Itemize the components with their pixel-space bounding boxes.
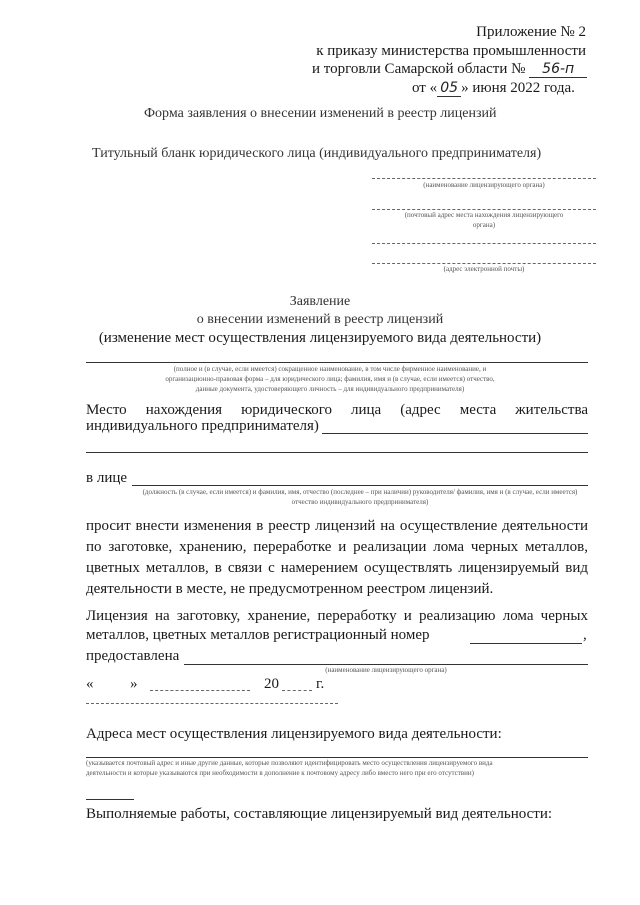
appendix-ministry-line xyxy=(312,61,587,78)
date-suffix: » июня 2022 года. xyxy=(461,80,575,96)
representative-caption-1: (должность (в случае, если имеется) и фамилия, имя, отчество (последнее – при наличии) руководителя/ фамилия, имя и (в случае, если имеется) xyxy=(142,488,578,496)
license-caption: (наименование лицензирующего органа) xyxy=(325,666,447,674)
statement-subtitle: о внесении изменений в реестр лицензий xyxy=(196,312,444,327)
addresses-fill-line xyxy=(86,757,588,758)
license-year-line xyxy=(282,690,312,691)
addressee-caption-2a: (почтовый адрес места нахождения лицензирующего xyxy=(404,211,564,219)
applicant-caption-2: организационно-правовая форма – для юридического лица; фамилия, имя и (в случае, если имеется) отчество, xyxy=(165,375,495,383)
date-prefix: от « xyxy=(412,80,438,96)
representative-fill-line xyxy=(132,485,588,486)
request-paragraph xyxy=(86,516,588,600)
addresses-caption-1: (указывается почтовый адрес и иные другие данные, которые позволяют идентифицировать место осуществления лицензируемого вида xyxy=(86,759,493,767)
license-date-underline xyxy=(86,703,338,704)
addressee-caption-3: (адрес электронной почты) xyxy=(443,265,525,273)
location-line-2: индивидуального предпринимателя) xyxy=(86,418,319,434)
date-day: 05 xyxy=(437,80,461,97)
license-line-2: металлов, цветных металлов регистрационный номер xyxy=(86,627,430,643)
license-line-2-end: , xyxy=(583,627,587,643)
addressee-caption-1: (наименование лицензирующего органа) xyxy=(423,181,545,189)
statement-title: Заявление xyxy=(289,294,351,309)
statement-subtitle-2: (изменение мест осуществления лицензируемого вида деятельности) xyxy=(98,330,542,346)
appendix-date-line xyxy=(412,80,575,97)
license-date-open: « xyxy=(86,676,94,692)
location-fill-line-2 xyxy=(86,452,588,453)
addressee-line-2 xyxy=(372,209,596,210)
request-line-2: по заготовке, хранению, переработке и реализации лома черных металлов, xyxy=(86,539,588,555)
location-line-1: Место нахождения юридического лица (адрес места жительства xyxy=(86,402,588,418)
form-title: Форма заявления о внесении изменений в реестр лицензий xyxy=(144,106,497,121)
addresses-caption-2: деятельности и которые указываются при необходимости в дополнение к почтовому адресу либо вместо него при его отсутствии) xyxy=(86,769,474,777)
license-line-1: Лицензия на заготовку, хранение, переработку и реализацию лома черных xyxy=(86,608,588,624)
appendix-number: Приложение № 2 xyxy=(476,24,586,40)
order-number: 56-п xyxy=(529,61,587,78)
license-month-line xyxy=(150,690,250,691)
addresses-heading: Адреса мест осуществления лицензируемого вида деятельности: xyxy=(86,726,502,742)
location-fill-line-1 xyxy=(322,433,588,434)
representative-label: в лице xyxy=(86,470,128,486)
applicant-name-line xyxy=(86,362,588,363)
works-heading: Выполняемые работы, составляющие лицензируемый вид деятельности: xyxy=(86,806,553,822)
license-line-3: предоставлена xyxy=(86,648,180,664)
license-number-line xyxy=(470,643,582,644)
representative-caption-2: отчество индивидуального предпринимателя) xyxy=(291,498,429,506)
addressee-line-3 xyxy=(372,243,596,244)
license-paragraph xyxy=(86,606,588,627)
appendix-order-line: к приказу министерства промышленности xyxy=(316,43,586,59)
request-line-1: просит внести изменения в реестр лицензий на осуществление деятельности xyxy=(86,518,588,534)
request-line-4: деятельности в месте, не предусмотренном реестром лицензий. xyxy=(86,581,494,597)
addressee-caption-2b: органа) xyxy=(472,221,496,229)
addresses-short-line xyxy=(86,799,134,800)
appendix-ministry-text: и торговли Самарской области № xyxy=(312,61,526,77)
license-year-suffix: г. xyxy=(316,676,325,692)
request-line-3: цветных металлов, в связи с намерением осуществлять лицензируемый вид xyxy=(86,560,588,576)
applicant-caption-1: (полное и (в случае, если имеется) сокращенное наименование, в том числе фирменное наименование, и xyxy=(173,365,487,373)
license-authority-line xyxy=(184,664,588,665)
license-year-prefix: 20 xyxy=(264,676,279,692)
applicant-caption-3: данные документа, удостоверяющего личность – для индивидуального предпринимателя) xyxy=(195,385,465,393)
addressee-line-4 xyxy=(372,263,596,264)
license-date-close: » xyxy=(130,676,138,692)
addressee-line-1 xyxy=(372,178,596,179)
title-page-heading: Титульный бланк юридического лица (индивидуального предпринимателя) xyxy=(92,146,542,161)
